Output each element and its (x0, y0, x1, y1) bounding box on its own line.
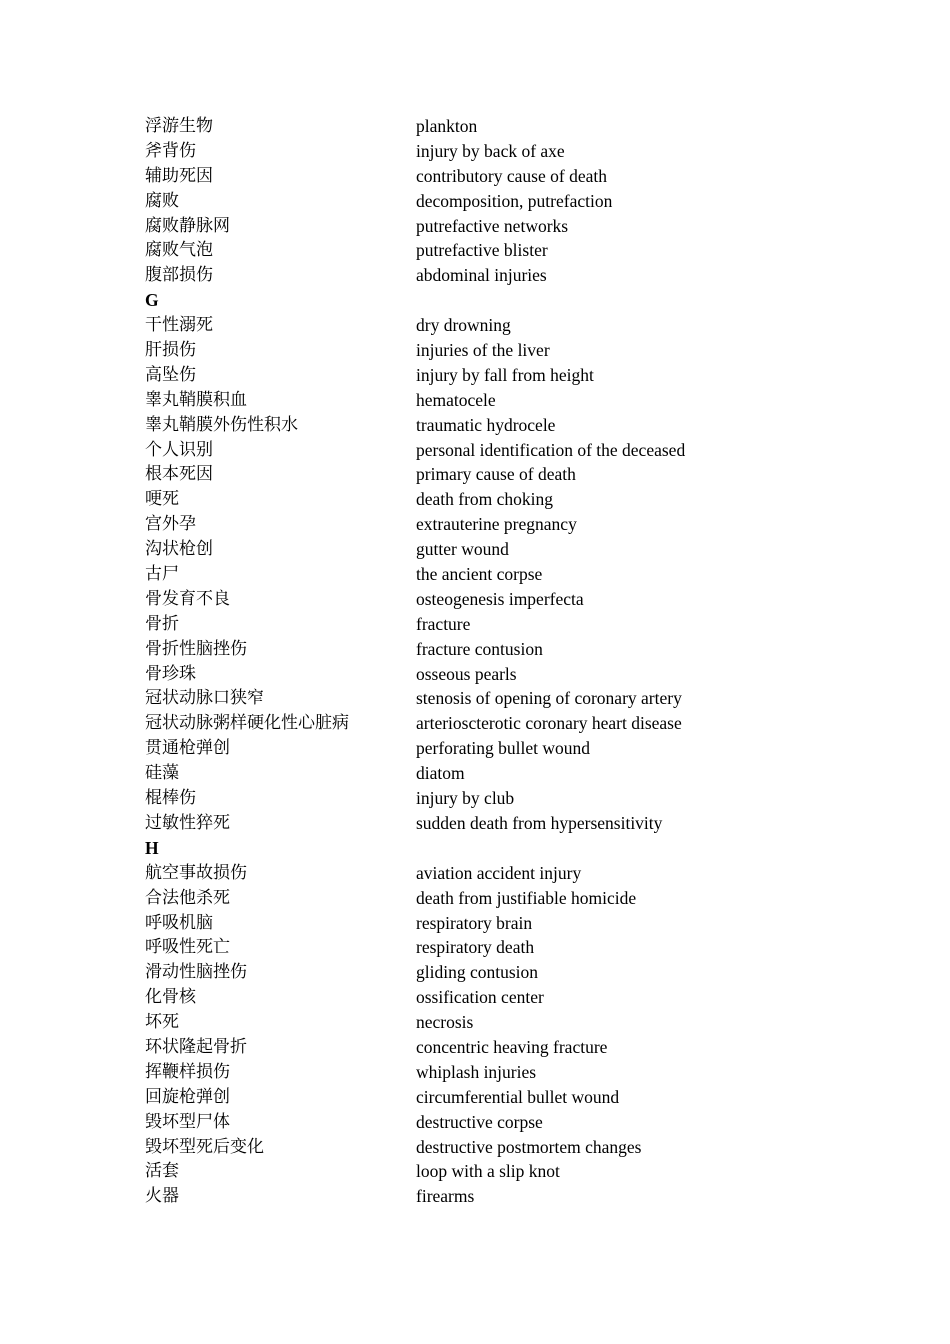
english-term: fracture (416, 613, 471, 634)
chinese-term: 宫外孕 (145, 514, 196, 535)
english-term: fracture contusion (416, 638, 543, 659)
english-term: hematocele (416, 389, 496, 410)
chinese-term: 肝损伤 (145, 340, 196, 361)
chinese-term: 环状隆起骨折 (145, 1036, 247, 1057)
chinese-term: 贯通枪弹创 (145, 738, 230, 759)
english-term: putrefactive blister (416, 240, 548, 261)
glossary-row (145, 1085, 845, 1110)
glossary-row (145, 1135, 845, 1160)
glossary-row (145, 985, 845, 1010)
english-term: whiplash injuries (416, 1061, 537, 1082)
english-term: decomposition, putrefaction (416, 190, 613, 211)
glossary-row (145, 1184, 845, 1209)
chinese-term: 睾丸鞘膜积血 (145, 389, 247, 410)
chinese-term: 古尸 (145, 564, 179, 585)
chinese-term: 浮游生物 (145, 116, 213, 136)
glossary-row (145, 338, 845, 363)
glossary-row (145, 811, 845, 836)
chinese-term: 回旋枪弹创 (145, 1086, 230, 1107)
english-term: injury by back of axe (416, 140, 565, 161)
english-term: personal identification of the deceased (416, 439, 686, 460)
glossary-row (145, 761, 845, 786)
chinese-term: 航空事故损伤 (145, 862, 247, 883)
english-term: injury by fall from height (416, 364, 594, 385)
chinese-term: 冠状动脉粥样硬化性心脏病 (145, 713, 349, 734)
glossary-row (145, 238, 845, 263)
english-term: necrosis (416, 1012, 474, 1033)
chinese-term: 棍棒伤 (145, 788, 196, 809)
glossary-list (145, 114, 845, 1209)
section-letter: H (145, 837, 159, 858)
chinese-term: 骨发育不良 (145, 588, 230, 609)
english-term: loop with a slip knot (416, 1161, 560, 1182)
glossary-row (145, 164, 845, 189)
glossary-row (145, 662, 845, 687)
chinese-term: 斧背伤 (145, 140, 196, 161)
chinese-term: 睾丸鞘膜外伤性积水 (145, 414, 298, 435)
chinese-term: 硅藻 (145, 763, 179, 784)
chinese-term: 沟状枪创 (145, 539, 213, 560)
english-term: dry drowning (416, 315, 511, 336)
chinese-term: 根本死因 (145, 464, 213, 485)
english-term: traumatic hydrocele (416, 414, 556, 435)
chinese-term: 活套 (145, 1161, 179, 1182)
glossary-row (145, 686, 845, 711)
english-term: extrauterine pregnancy (416, 514, 577, 535)
glossary-row (145, 388, 845, 413)
english-term: concentric heaving fracture (416, 1036, 608, 1057)
chinese-term: 骨折 (145, 613, 179, 634)
glossary-row (145, 1159, 845, 1184)
glossary-row (145, 786, 845, 811)
chinese-term: 呼吸性死亡 (145, 937, 230, 958)
glossary-row (145, 139, 845, 164)
english-term: aviation accident injury (416, 862, 582, 883)
english-term: destructive postmortem changes (416, 1136, 642, 1157)
english-term: osteogenesis imperfecta (416, 588, 584, 609)
english-term: firearms (416, 1186, 475, 1207)
english-term: respiratory death (416, 937, 535, 958)
glossary-row (145, 736, 845, 761)
glossary-row (145, 1035, 845, 1060)
glossary-row (145, 413, 845, 438)
chinese-term: 腐败气泡 (145, 240, 213, 261)
english-term: gutter wound (416, 539, 509, 560)
english-term: sudden death from hypersensitivity (416, 812, 663, 833)
english-term: injuries of the liver (416, 340, 550, 361)
english-term: injury by club (416, 788, 515, 809)
glossary-row (145, 886, 845, 911)
chinese-term: 个人识别 (145, 439, 213, 460)
section-letter-heading (145, 836, 845, 861)
english-term: contributory cause of death (416, 165, 607, 186)
chinese-term: 合法他杀死 (145, 887, 230, 908)
chinese-term: 干性溺死 (145, 315, 213, 336)
chinese-term: 腐败 (145, 190, 179, 211)
glossary-row (145, 935, 845, 960)
chinese-term: 挥鞭样损伤 (145, 1061, 230, 1082)
glossary-row (145, 512, 845, 537)
chinese-term: 毁坏型死后变化 (145, 1136, 264, 1157)
glossary-row (145, 562, 845, 587)
chinese-term: 坏死 (145, 1012, 179, 1033)
glossary-row (145, 711, 845, 736)
english-term: perforating bullet wound (416, 738, 590, 759)
english-term: plankton (416, 116, 478, 136)
english-term: gliding contusion (416, 962, 539, 983)
glossary-row (145, 637, 845, 662)
glossary-row (145, 438, 845, 463)
english-term: circumferential bullet wound (416, 1086, 620, 1107)
english-term: destructive corpse (416, 1111, 543, 1132)
glossary-row (145, 1060, 845, 1085)
chinese-term: 冠状动脉口狭窄 (145, 688, 264, 709)
chinese-term: 腹部损伤 (145, 265, 213, 286)
glossary-row (145, 487, 845, 512)
glossary-row (145, 537, 845, 562)
chinese-term: 化骨核 (145, 987, 196, 1008)
glossary-row (145, 960, 845, 985)
english-term: death from choking (416, 489, 554, 510)
glossary-row (145, 1110, 845, 1135)
glossary-row (145, 363, 845, 388)
glossary-row (145, 114, 845, 139)
glossary-row (145, 1010, 845, 1035)
english-term: abdominal injuries (416, 265, 547, 286)
english-term: ossification center (416, 987, 544, 1008)
english-term: primary cause of death (416, 464, 576, 485)
chinese-term: 骨折性脑挫伤 (145, 638, 247, 659)
english-term: the ancient corpse (416, 564, 543, 585)
glossary-row (145, 861, 845, 886)
chinese-term: 哽死 (145, 489, 179, 510)
chinese-term: 腐败静脉网 (145, 215, 230, 236)
chinese-term: 过敏性猝死 (145, 812, 230, 833)
chinese-term: 辅助死因 (145, 165, 213, 186)
chinese-term: 骨珍珠 (145, 663, 196, 684)
glossary-row (145, 214, 845, 239)
english-term: respiratory brain (416, 912, 533, 933)
chinese-term: 高坠伤 (145, 364, 196, 385)
glossary-row (145, 189, 845, 214)
glossary-row (145, 911, 845, 936)
chinese-term: 毁坏型尸体 (145, 1111, 230, 1132)
english-term: osseous pearls (416, 663, 517, 684)
chinese-term: 滑动性脑挫伤 (145, 962, 247, 983)
english-term: diatom (416, 763, 465, 784)
glossary-row (145, 462, 845, 487)
english-term: putrefactive networks (416, 215, 569, 236)
section-letter: G (145, 290, 159, 311)
glossary-row (145, 313, 845, 338)
glossary-row (145, 612, 845, 637)
english-term: stenosis of opening of coronary artery (416, 688, 682, 709)
glossary-row (145, 263, 845, 288)
glossary-row (145, 587, 845, 612)
english-term: death from justifiable homicide (416, 887, 637, 908)
chinese-term: 呼吸机脑 (145, 912, 213, 933)
english-term: arterioscterotic coronary heart disease (416, 713, 682, 734)
section-letter-heading (145, 288, 845, 313)
chinese-term: 火器 (145, 1186, 179, 1207)
